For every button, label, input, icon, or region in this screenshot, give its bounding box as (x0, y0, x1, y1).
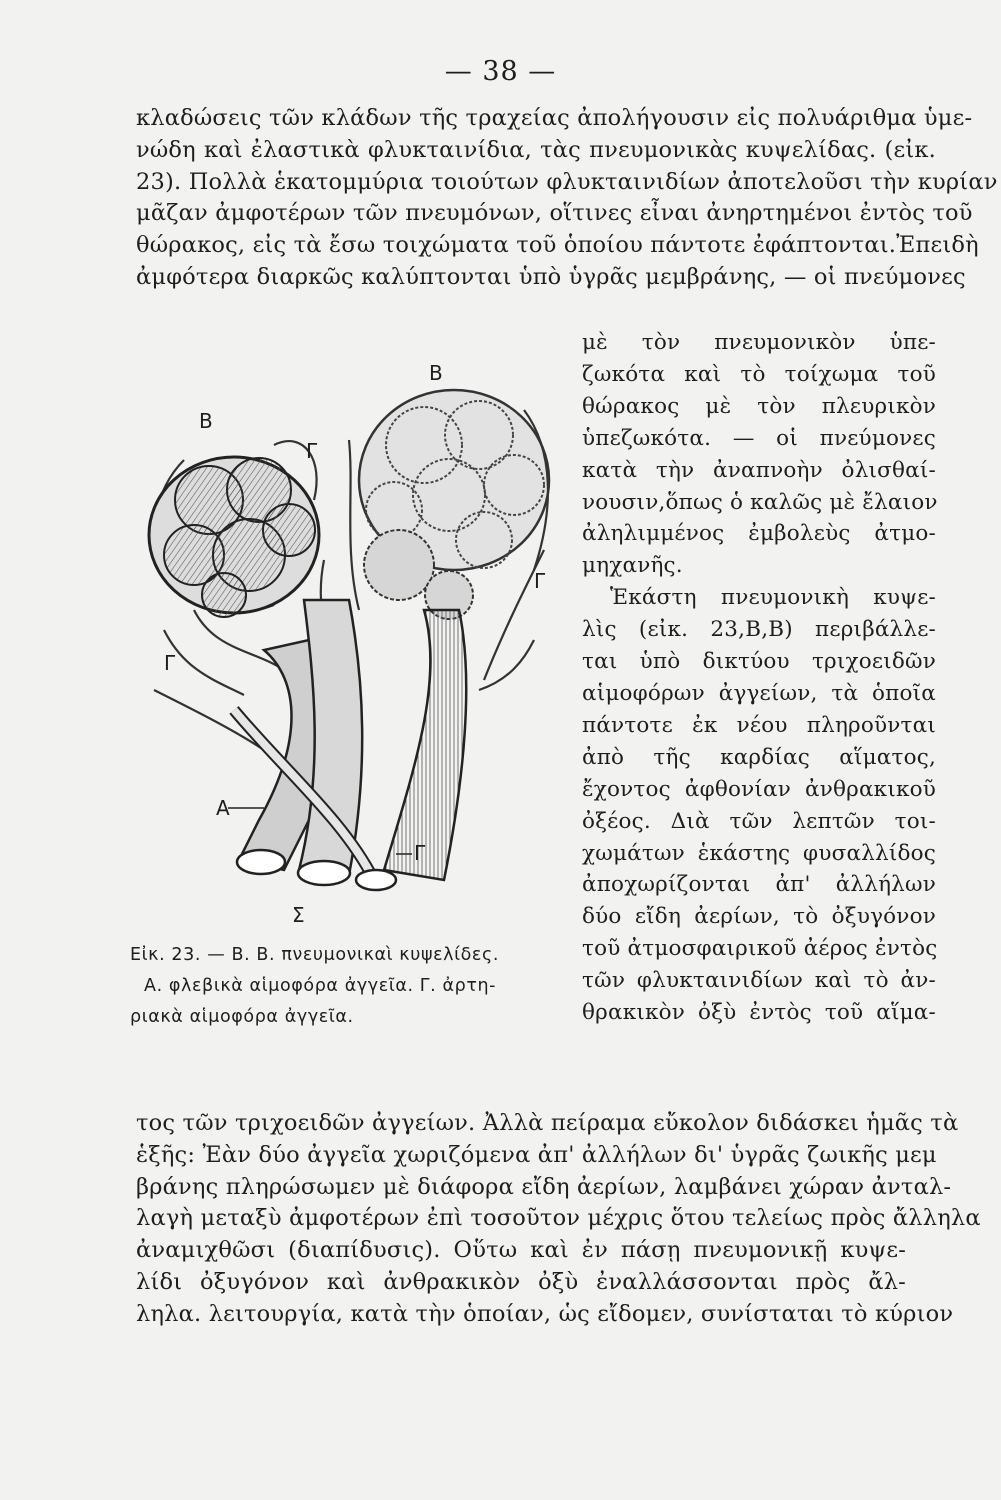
text-line: ἑξῆς: Ἐὰν δύο ἀγγεῖα χωριζόμενα ἀπ' ἀλλήλων δι' ὑγρᾶς ζωικῆς μεμ (136, 1141, 937, 1168)
caption-line: ριακὰ αἱμοφόρα ἀγγεῖα. (130, 1007, 354, 1027)
text-line: ὑπεζωκότα. — οἱ πνεύμονες (582, 425, 936, 451)
text-line: κατὰ τὴν ἀναπνοὴν ὀλισθαί- (582, 457, 936, 483)
alveoli-illustration (124, 350, 564, 930)
figure-pulmonary-alveoli (124, 350, 564, 930)
text-line: μᾶζαν ἀμφοτέρων τῶν πνευμόνων, οἵτινες εἶναι ἀνηρτημένοι ἐντὸς τοῦ (136, 200, 973, 227)
text-line: κλαδώσεις τῶν κλάδων τῆς τραχείας ἀπολήγουσιν εἰς πολυάριθμα ὑμε- (136, 105, 973, 131)
label-g-top: Γ (306, 439, 318, 463)
label-b-right: Β (429, 361, 443, 385)
text-line: λὶς (εἰκ. 23,Β,Β) περιβάλλε- (582, 617, 936, 643)
text-line: Ἑκάστη πνευμονικὴ κυψε- (610, 585, 936, 611)
text-line: λίδι ὀξυγόνον καὶ ἀνθρακικὸν ὀξὺ ἐναλλάσσονται πρὸς ἄλ- (136, 1268, 906, 1295)
right-column-paragraph (582, 327, 936, 1029)
text-line: πάντοτε ἐκ νέου πληροῦνται (582, 712, 936, 738)
text-line: δύο εἴδη ἀερίων, τὸ ὀξυγόνον (582, 904, 936, 930)
top-paragraph (136, 103, 998, 294)
alveolar-cluster-right (359, 390, 549, 619)
text-line: 23). Πολλὰ ἑκατομμύρια τοιούτων φλυκταινιδίων ἀποτελοῦσι τὴν κυρίαν (136, 168, 998, 195)
label-g-left: Γ (164, 651, 176, 675)
text-line: τοῦ ἀτμοσφαιρικοῦ ἀέρος ἐντὸς (582, 936, 938, 962)
text-line: αἱμοφόρων ἀγγείων, τὰ ὁποῖα (582, 680, 936, 706)
bottom-paragraph (136, 1108, 981, 1331)
text-line: χωμάτων ἑκάστης φυσαλλίδος (582, 840, 936, 866)
text-line: μηχανῆς. (582, 553, 683, 579)
text-line: ζωκότα καὶ τὸ τοίχωμα τοῦ (582, 361, 936, 387)
text-line: ὀξέος. Διὰ τῶν λεπτῶν τοι- (582, 808, 936, 834)
text-line: νώδη καὶ ἐλαστικὰ φλυκταινίδια, τὰς πνευμονικὰς κυψελίδας. (εἰκ. (136, 136, 936, 163)
text-line: ἀληλιμμένος ἐμβολεὺς ἀτμο- (582, 521, 936, 547)
label-b-left: Β (199, 409, 213, 433)
text-line: ται ὑπὸ δικτύου τριχοειδῶν (582, 649, 936, 675)
text-line: βράνης πληρώσωμεν μὲ διάφορα εἴδη ἀερίων, λαμβάνει χώραν ἀνταλ- (136, 1173, 952, 1200)
text-line: ληλα. λειτουργία, κατὰ τὴν ὁποίαν, ὡς εἴδομεν, συνίσταται τὸ κύριον (136, 1300, 954, 1327)
text-line: μὲ τὸν πνευμονικὸν ὑπε- (582, 330, 936, 355)
blood-vessels (234, 600, 466, 890)
caption-line: Εἰκ. 23. — Β. Β. πνευμονικαὶ κυψελίδες. (130, 945, 500, 965)
text-line: ἀπὸ τῆς καρδίας αἵματος, (582, 744, 936, 770)
text-line: θώρακος, εἰς τὰ ἔσω τοιχώματα τοῦ ὁποίου πάντοτε ἐφάπτονται.Ἐπειδὴ (136, 232, 979, 259)
text-line: ἀμφότερα διαρκῶς καλύπτονται ὑπὸ ὑγρᾶς μεμβράνης, — οἱ πνεύμονες (136, 263, 966, 290)
alveolar-cluster-left (149, 457, 319, 617)
page-number: — 38 — (444, 56, 557, 87)
text-line: τῶν φλυκταινιδίων καὶ τὸ ἀν- (582, 968, 936, 994)
label-g-bottom: Γ (414, 841, 426, 865)
text-line: ἔχοντος ἀφθονίαν ἀνθρακικοῦ (582, 776, 936, 802)
text-line: νουσιν,ὅπως ὁ καλῶς μὲ ἔλαιον (582, 489, 938, 515)
text-line: τος τῶν τριχοειδῶν ἀγγείων. Ἀλλὰ πείραμα εὔκολον διδάσκει ἡμᾶς τὰ (136, 1110, 959, 1136)
figure-caption (130, 940, 570, 1033)
text-line: ἀποχωρίζονται ἀπ' ἀλλήλων (582, 872, 936, 898)
text-line: λαγὴ μεταξὺ ἀμφοτέρων ἐπὶ τοσοῦτον μέχρις ὅτου τελείως πρὸς ἄλληλα (136, 1205, 981, 1232)
text-line: θρακικὸν ὀξὺ ἐντὸς τοῦ αἵμα- (582, 1000, 936, 1026)
label-g-right: Γ (534, 569, 546, 593)
text-line: θώρακος μὲ τὸν πλευρικὸν (582, 393, 936, 419)
label-a: Α (216, 796, 230, 820)
label-sigma: Σ (292, 903, 305, 927)
caption-line: Α. φλεβικὰ αἱμοφόρα ἀγγεῖα. Γ. ἀρτη- (144, 976, 497, 996)
text-line: ἀναμιχθῶσι (διαπίδυσις). Οὕτω καὶ ἐν πάσῃ πνευμονικῇ κυψε- (136, 1237, 906, 1264)
